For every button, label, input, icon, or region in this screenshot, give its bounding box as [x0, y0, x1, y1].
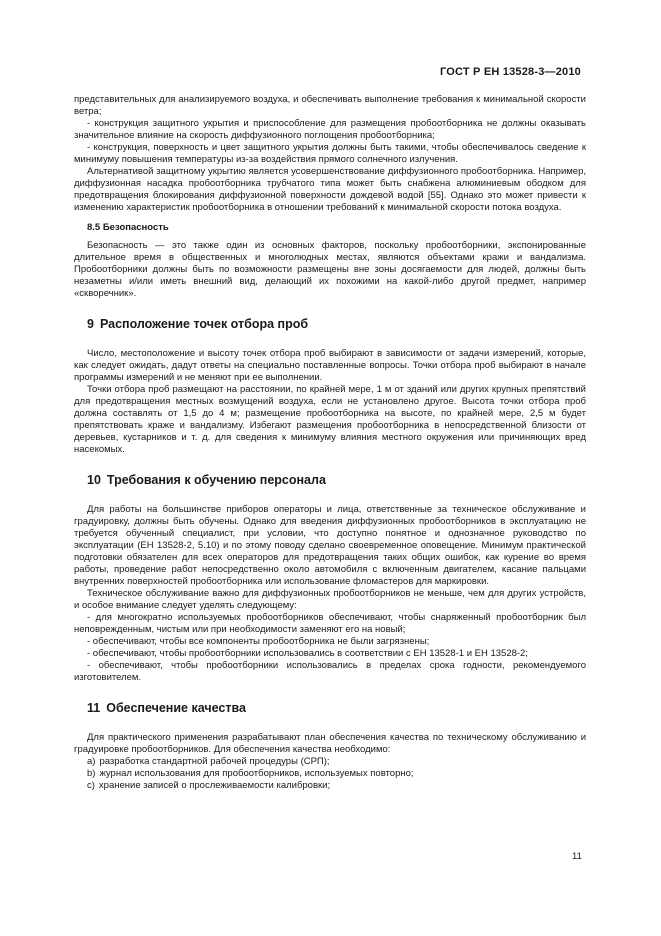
- page-number: 11: [572, 851, 582, 862]
- list-marker: b): [87, 768, 96, 779]
- list-item: [87, 780, 586, 792]
- list-item: - обеспечивают, чтобы пробоотборники использовались в пределах срока годности, рекомендуемого изготовителем.: [74, 660, 586, 683]
- list-marker: a): [87, 756, 96, 767]
- list-item-text: хранение записей о прослеживаемости калибровки;: [98, 780, 331, 791]
- list-item-text: журнал использования для пробоотборников, используемых повторно;: [99, 768, 414, 779]
- list-item: - обеспечивают, чтобы все компоненты пробоотборника не были загрязнены;: [87, 636, 430, 647]
- section-heading: [87, 318, 586, 330]
- section-number: 11: [87, 701, 101, 715]
- section-number: 10: [87, 473, 101, 487]
- paragraph: Безопасность — это также один из основных факторов, поскольку пробоотборники, экспонированные длительное время в общественных и многолюдных местах, являются объектами кражи и вандализма. Пробоотборники должны быть по возможности размещены вне зоны досягаемости для людей, должны быть незаметны и/или иметь внешний вид, делающий их похожими на какой-либо другой предмет, например «скворечник».: [74, 240, 586, 299]
- list-marker: c): [87, 780, 95, 791]
- list-item: [87, 768, 586, 780]
- list-item: - конструкция защитного укрытия и приспособление для размещения пробоотборника не должны оказывать значительное влияние на скорость диффузионного поглощения пробоотборника;: [74, 118, 586, 141]
- section-heading: [87, 702, 586, 714]
- paragraph: Для практического применения разрабатывают план обеспечения качества по техническому обслуживанию и градуировке пробоотборников. Для обеспечения качества необходимо:: [74, 732, 586, 755]
- page-body: [74, 94, 586, 792]
- section-title: Обеспечение качества: [106, 701, 246, 715]
- paragraph: Для работы на большинстве приборов операторы и лица, ответственные за техническое обслуживание и градуировку, должны быть обучены. Однако для введения диффузионных пробоотборников в эксплуатацию не требуется обученный специалист, при условии, что доступно понятное и однозначное руководство по эксплуатации (ЕН 13528-2, 5.10) и по этому поводу сделано своевременное оповещение. Минимум практической подготовки обязателен для всех операторов для предотвращения таких общих ошибок, как курение во время работы, проведение работ непосредственно около автомобиля с включенным двигателем, касание пальцами внутренних поверхностей пробоотборника или использование фломастеров для маркировки.: [74, 504, 586, 587]
- document-id-header: ГОСТ Р ЕН 13528-3—2010: [439, 66, 581, 78]
- section-number: 9: [87, 317, 94, 331]
- list-item: - обеспечивают, чтобы пробоотборники использовались в соответствии с ЕН 13528-1 и ЕН 13528-2;: [87, 648, 528, 659]
- paragraph: Техническое обслуживание важно для диффузионных пробоотборников не меньше, чем для других устройств, и особое внимание следует уделять следующему:: [74, 588, 586, 611]
- list-item: - конструкция, поверхность и цвет защитного укрытия должны быть такими, чтобы обеспечивалось сведение к минимуму повышения температуры из-за воздействия прямого солнечного излучения.: [74, 142, 586, 165]
- list-item: - для многократно используемых пробоотборников обеспечивают, чтобы снаряженный пробоотборник был неповрежденным, чистым или при необходимости заменяют его на новый;: [74, 612, 586, 635]
- list-item: [87, 756, 586, 768]
- paragraph: Альтернативой защитному укрытию является усовершенствование диффузионного пробоотборника. Например, диффузионная насадка пробоотборника трубчатого типа может быть снабжена алюминиевым ободком для предотвращения блокирования диффузионной поверхности дождевой водой [55]. Однако это может привести к изменению характеристик пробоотборника в отношении требований к минимальной скорости потока воздуха.: [74, 166, 586, 213]
- paragraph: представительных для анализируемого воздуха, и обеспечивать выполнение требования к минимальной скорости ветра;: [74, 94, 586, 117]
- section-title: Требования к обучению персонала: [106, 473, 326, 487]
- list-item-text: разработка стандартной рабочей процедуры (СРП);: [99, 756, 330, 767]
- paragraph: Число, местоположение и высоту точек отбора проб выбирают в зависимости от задачи измерений, которые, как следует ожидать, дадут ответы на специально поставленные вопросы. Точки отбора проб выбирают в начале программы измерений и не меняют при ее выполнении.: [74, 348, 586, 383]
- paragraph: Точки отбора проб размещают на расстоянии, по крайней мере, 1 м от зданий или других крупных препятствий для предотвращения местных возмущений воздуха, если не установлено другое. Высота точки отбора проб должна составлять от 1,5 до 4 м; размещение пробоотборника на высоте, по крайней мере, 2,5 м будет препятствовать краже и вандализму. Избегают размещения пробоотборника в непосредственной близости от деревьев, кустарников и т. д. для сведения к минимуму влияния местного окружения или причиняющих вред насекомых.: [74, 384, 586, 455]
- section-heading: [87, 474, 586, 486]
- subsection-heading: 8.5 Безопасность: [87, 222, 169, 233]
- section-title: Расположение точек отбора проб: [99, 317, 309, 331]
